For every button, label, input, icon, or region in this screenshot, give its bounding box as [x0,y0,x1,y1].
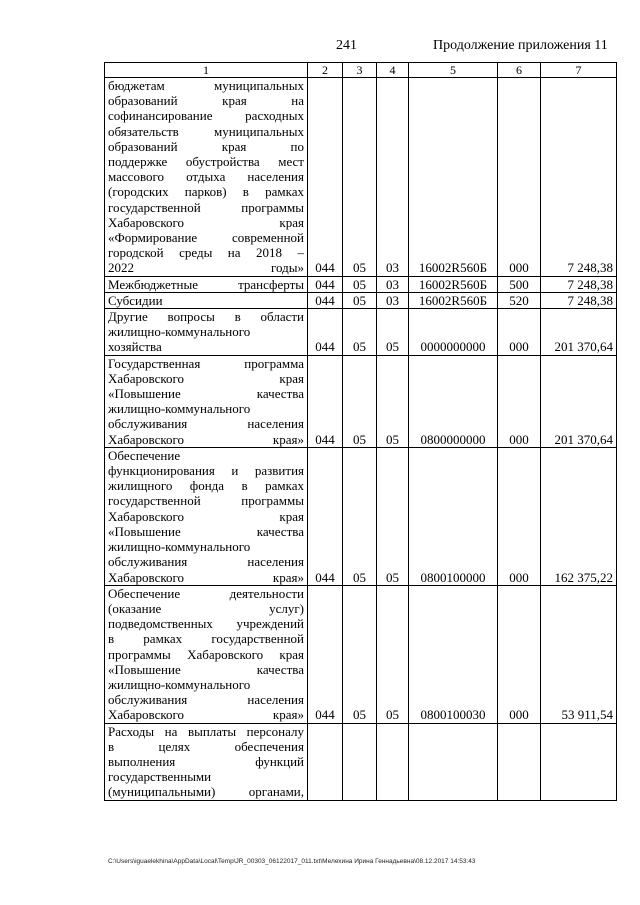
column-header: 5 [409,63,498,78]
cell-target [409,723,498,800]
cell-subsection: 03 [377,78,409,277]
cell-section: 05 [343,309,377,356]
cell-target: 16002R560Б [409,276,498,292]
cell-section: 05 [343,78,377,277]
cell-type: 000 [498,447,541,585]
cell-admin [308,723,343,800]
cell-type: 500 [498,276,541,292]
cell-target: 0000000000 [409,309,498,356]
row-description: Обеспечение функционирования и развития жилищного фонда в рамках государственной программы Хабаровского края «Повышение качества жилищно-коммунального обслуживания населения Хабаровского края» [105,447,308,585]
row-description: бюджетам муниципальных образований края на софинансирование расходных обязательств муниципальных образований края по поддержке обустройства мест массового отдыха населения (городских парков) в рамках государственной программы Хабаровского края «Формирование современной городской среды на 2018 – 2022 годы» [105,78,308,277]
table-header-row [105,63,617,78]
cell-section: 05 [343,292,377,308]
column-header: 6 [498,63,541,78]
column-header: 2 [308,63,343,78]
table-row [105,292,617,308]
table-row [105,78,617,277]
cell-amount [541,723,617,800]
cell-section: 05 [343,355,377,447]
row-description: Государственная программа Хабаровского края «Повышение качества жилищно-коммунального обслуживания населения Хабаровского края» [105,355,308,447]
cell-subsection [377,723,409,800]
cell-type: 000 [498,78,541,277]
cell-admin: 044 [308,276,343,292]
cell-amount: 201 370,64 [541,309,617,356]
cell-section: 05 [343,585,377,723]
cell-subsection: 05 [377,309,409,356]
cell-type: 000 [498,355,541,447]
cell-subsection: 05 [377,585,409,723]
cell-amount: 162 375,22 [541,447,617,585]
table-row [105,355,617,447]
cell-amount: 7 248,38 [541,78,617,277]
table-row [105,276,617,292]
column-header: 3 [343,63,377,78]
row-description: Другие вопросы в области жилищно-коммунального хозяйства [105,309,308,356]
row-description: Обеспечение деятельности (оказание услуг) подведомственных учреждений в рамках государственной программы Хабаровского края «Повышение качества жилищно-коммунального обслуживания населения Хабаровского края» [105,585,308,723]
column-header: 7 [541,63,617,78]
appendix-caption: Продолжение приложения 11 [433,38,608,53]
cell-amount: 201 370,64 [541,355,617,447]
cell-target: 16002R560Б [409,292,498,308]
cell-amount: 7 248,38 [541,292,617,308]
cell-type: 520 [498,292,541,308]
cell-type [498,723,541,800]
row-description: Субсидии [105,292,308,308]
cell-admin: 044 [308,585,343,723]
cell-admin: 044 [308,447,343,585]
row-description: Межбюджетные трансферты [105,276,308,292]
cell-admin: 044 [308,292,343,308]
cell-section: 05 [343,276,377,292]
cell-section: 05 [343,447,377,585]
cell-section [343,723,377,800]
row-description: Расходы на выплаты персоналу в целях обеспечения выполнения функций государственными (муниципальными) органами, [105,723,308,800]
page-number: 241 [336,38,357,53]
file-path-footer: C:\Users\iguaelekhina\AppData\Local\Temp\JR_00303_06122017_011.txt\Мелехина Ирина Геннадьевна\08.12.2017 14:53:43 [108,858,476,865]
cell-target: 0800100030 [409,585,498,723]
cell-type: 000 [498,585,541,723]
cell-admin: 044 [308,78,343,277]
budget-table [104,62,617,801]
cell-admin: 044 [308,355,343,447]
cell-amount: 53 911,54 [541,585,617,723]
table-row [105,309,617,356]
cell-subsection: 03 [377,292,409,308]
table-row [105,585,617,723]
column-header: 4 [377,63,409,78]
cell-subsection: 05 [377,447,409,585]
cell-amount: 7 248,38 [541,276,617,292]
column-header: 1 [105,63,308,78]
cell-admin: 044 [308,309,343,356]
cell-target: 0800000000 [409,355,498,447]
cell-type: 000 [498,309,541,356]
table-row [105,447,617,585]
table-row [105,723,617,800]
cell-target: 16002R560Б [409,78,498,277]
cell-subsection: 05 [377,355,409,447]
cell-target: 0800100000 [409,447,498,585]
cell-subsection: 03 [377,276,409,292]
